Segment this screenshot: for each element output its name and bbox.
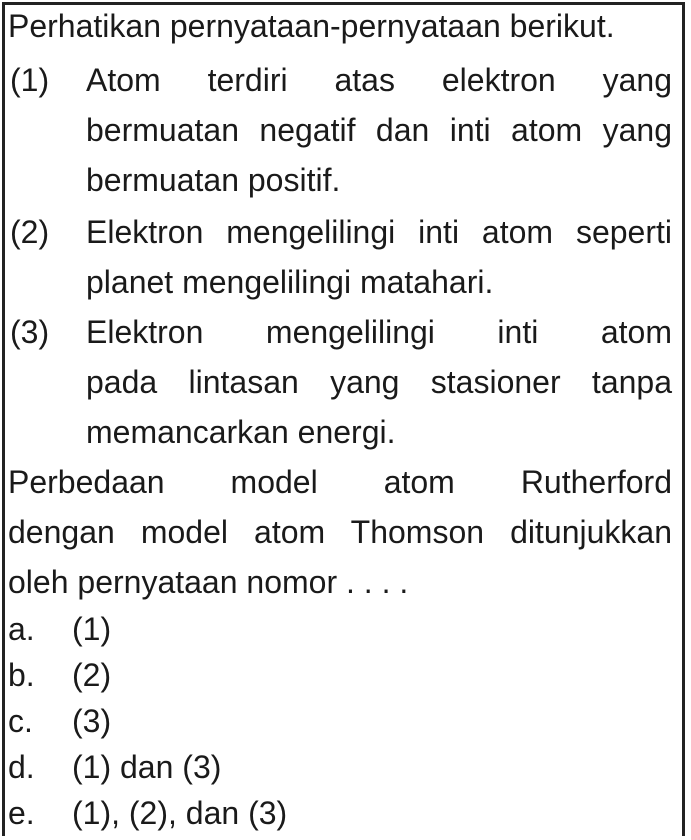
statement-1-line-1: Atom terdiri atas elektron yang [86,62,672,98]
option-d-text[interactable]: (1) dan (3) [72,749,222,785]
statement-2-line-2: planet mengelilingi matahari. [86,264,494,300]
option-a-letter: a. [8,611,35,647]
statement-3-line-1: Elektron mengelilingi inti atom [86,314,672,350]
option-b-letter: b. [8,657,35,693]
statement-2-line-1: Elektron mengelilingi inti atom seperti [86,214,672,250]
statement-2-number: (2) [10,214,50,250]
option-a-text[interactable]: (1) [72,611,112,647]
question-line-1: Perbedaan model atom Rutherford [8,464,672,500]
question-line-3: oleh pernyataan nomor . . . . [8,564,409,600]
statement-3-number: (3) [10,314,50,350]
option-c-text[interactable]: (3) [72,703,112,739]
statement-3-line-2: pada lintasan yang stasioner tanpa [86,364,672,400]
option-e-letter: e. [8,795,35,831]
option-d-letter: d. [8,749,35,785]
option-b-text[interactable]: (2) [72,657,112,693]
question-line-2: dengan model atom Thomson ditunjukkan [8,514,672,550]
option-c-letter: c. [8,703,33,739]
option-e-text[interactable]: (1), (2), dan (3) [72,795,288,831]
statement-1-number: (1) [10,62,50,98]
statement-1-line-3: bermuatan positif. [86,162,341,198]
intro-text: Perhatikan pernyataan-pernyataan berikut. [8,8,615,44]
statement-3-line-3: memancarkan energi. [86,414,396,450]
statement-1-line-2: bermuatan negatif dan inti atom yang [86,112,672,148]
